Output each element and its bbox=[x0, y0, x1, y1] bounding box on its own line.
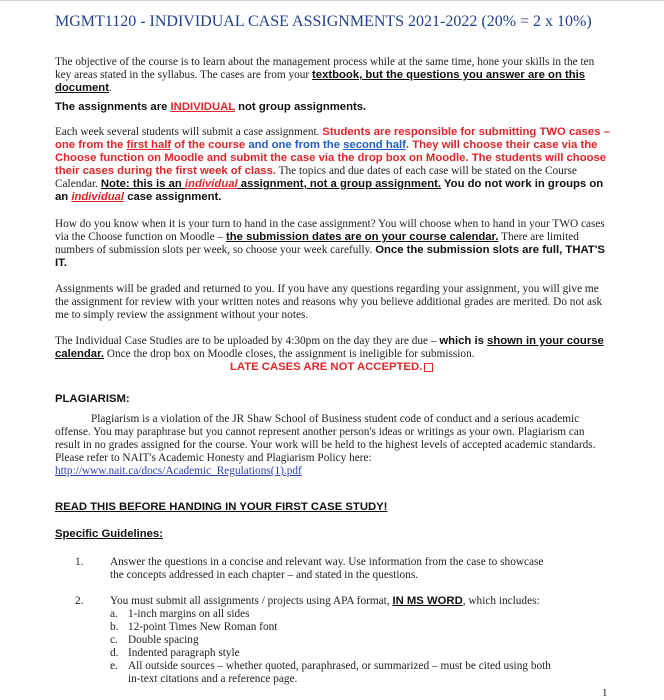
sub-list-item: d. bbox=[110, 647, 119, 659]
grading-paragraph: Assignments will be graded and returned to you. If you have any questions regarding your assignment, you will give me the assignment for review with your written notes and reasons why you believe additional grades are merited. Do not ask me to simply review the assignment without your notes. bbox=[55, 283, 603, 321]
objective-paragraph: The objective of the course is to learn about the management process while at the same time, hone your skills in the ten key areas stated in the syllabus. The cases are from your textbook, but the questions you answer are on this document. bbox=[55, 56, 595, 94]
late-cases-notice: LATE CASES ARE NOT ACCEPTED. bbox=[230, 361, 433, 374]
policy-link[interactable]: http://www.nait.ca/docs/Academic_Regulations(1).pdf bbox=[55, 465, 302, 477]
sub-list-item-text: All outside sources – whether quoted, paraphrased, or summarized – must be cited using both in-text citations and a reference page. bbox=[128, 660, 551, 685]
sub-list-item-text: Double spacing bbox=[128, 634, 199, 646]
objective-text: The objective of the course is to learn about the management process while at the same time, hone your skills in the ten key areas stated in the syllabus. The cases are from your bbox=[55, 56, 595, 81]
sub-list-item-text: 12-point Times New Roman font bbox=[128, 621, 278, 633]
sub-list-item: e. bbox=[110, 660, 118, 672]
list-number: 2. bbox=[75, 595, 84, 607]
sub-list-item-text: Indented paragraph style bbox=[128, 647, 240, 659]
read-before-heading: READ THIS BEFORE HANDING IN YOUR FIRST CASE STUDY! bbox=[55, 501, 388, 513]
individual-statement: The assignments are INDIVIDUAL not group assignments. bbox=[55, 101, 366, 113]
guideline-item-1: Answer the questions in a concise and relevant way. Use information from the case to showcase the concepts addressed in each chapter – and stated in the questions. bbox=[110, 556, 544, 581]
submission-paragraph: Each week several students will submit a case assignment. Students are responsible for submitting TWO cases – one from the first half of the course and one from the second half. They will choose their case via the Choose function on Moodle and submit the case via the drop box on Moodle. The students will choose their cases during the first week of class. The topics and due dates of each case will be stated on the Course Calendar. Note: this is an individual assignment, not a group assignment. You do not work in groups on an individual case assignment. bbox=[55, 126, 610, 203]
second-half-emphasis: second half bbox=[343, 139, 406, 151]
sub-list-item-text: 1-inch margins on all sides bbox=[128, 608, 250, 620]
page-number: 1 bbox=[602, 687, 608, 699]
upload-paragraph: The Individual Case Studies are to be uploaded by 4:30pm on the day they are due – which is shown in your course calendar. Once the drop box on Moodle closes, the assignment is ineligible for submission. bbox=[55, 335, 604, 360]
list-number: 1. bbox=[75, 556, 84, 568]
objective-emphasis: textbook, but the questions you answer are on this document bbox=[55, 69, 586, 94]
plagiarism-heading: PLAGIARISM: bbox=[55, 393, 130, 405]
specific-guidelines-heading: Specific Guidelines: bbox=[55, 528, 163, 540]
calendar-emphasis: the submission dates are on your course calendar. bbox=[226, 231, 499, 243]
checkbox-glyph-icon bbox=[424, 363, 433, 372]
slots-full-emphasis: Once the submission slots are full, THAT'S IT. bbox=[55, 244, 605, 269]
first-half-emphasis: first half bbox=[126, 139, 172, 151]
sub-list-item: a. bbox=[110, 608, 118, 620]
document-title: MGMT1120 - INDIVIDUAL CASE ASSIGNMENTS 2021-2022 (20% = 2 x 10%) bbox=[55, 13, 592, 30]
plagiarism-body: Plagiarism is a violation of the JR Shaw School of Business student code of conduct and a serious academic offense. You may paraphrase but you cannot represent another person's ideas or writings as your own. Plagiarism can result in no grades assigned for the course. Your work will be held to the highest levels of accepted academic standards. Please refer to NAIT's Academic Honesty and Plagiarism Policy here: bbox=[55, 413, 596, 464]
turn-paragraph: How do you know when it is your turn to hand in the case assignment? You will choose when to hand in your TWO cases via the Choose function on Moodle – the submission dates are on your course calendar. There are limited numbers of submission slots per week, so choose your week carefully. Once the submission slots are full, THAT'S IT. bbox=[55, 218, 605, 269]
sub-list-item: b. bbox=[110, 621, 119, 633]
sub-list-item: c. bbox=[110, 634, 118, 646]
individual-emphasis: INDIVIDUAL bbox=[170, 101, 235, 113]
guideline-item-2: You must submit all assignments / projects using APA format, IN MS WORD, which includes: bbox=[110, 595, 540, 607]
